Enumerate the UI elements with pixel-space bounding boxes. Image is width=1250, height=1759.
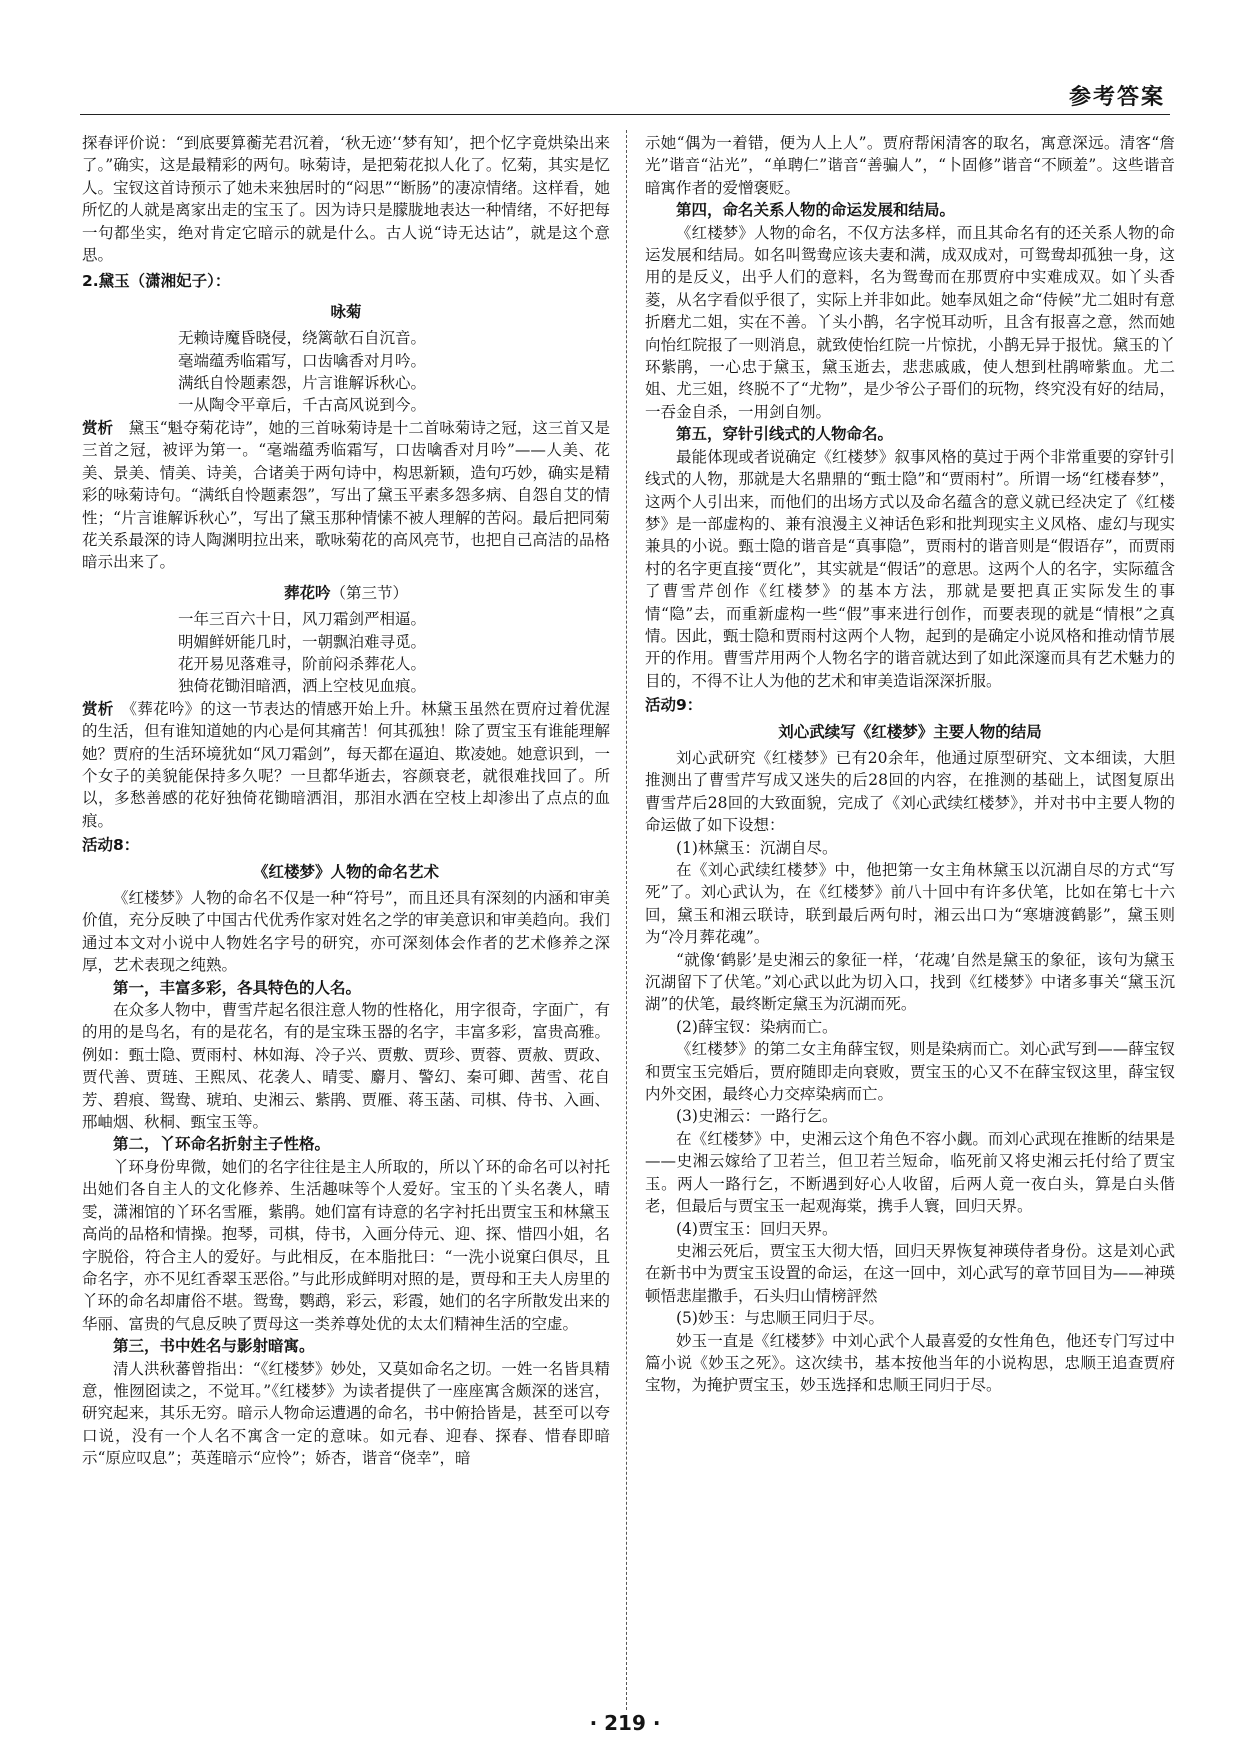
poem-title-yongju: 咏菊 xyxy=(330,301,362,321)
page-number: · 219 · xyxy=(589,1711,661,1735)
activity-8-heading: 活动8： xyxy=(82,836,140,855)
poem-title-note: （第三节） xyxy=(330,583,409,602)
poem-line: 独倚花锄泪暗洒，洒上空枝见血痕。 xyxy=(178,677,427,696)
list-item-paragraph: 在《红楼梦》中，史湘云这个角色不容小觑。而刘心武现在推断的结果是——史湘云嫁给了卫若兰，但卫若兰短命，临死前又将史湘云托付给了贾宝玉。两人一路行乞，不断遇到好心人收留，后两人竟一夜白头，算是白头偕老，但最后与贾宝玉一起观海棠，携手人寰，回归天界。 xyxy=(645,1129,1175,1216)
list-item-paragraph: 妙玉一直是《红楼梦》中刘心武个人最喜爱的女性角色，他还专门写过中篇小说《妙玉之死》。这次续书，基本按他当年的小说构思，忠顺王追查贾府宝物，为掩护贾宝玉，妙玉选择和忠顺王同归于尽。 xyxy=(645,1331,1175,1395)
list-item-heading: (4)贾宝玉：回归天界。 xyxy=(676,1219,838,1238)
poem-line: 一年三百六十日，风刀霜剑严相逼。 xyxy=(178,610,427,629)
article-title: 刘心武续写《红楼梦》主要人物的结局 xyxy=(778,721,1042,741)
continued-paragraph: 示她“偶为一着错，便为人上人”。贾府帮闲清客的取名，寓意深远。清客“詹光”谐音“沾光”，“单聘仁”谐音“善骗人”，“卜固修”谐音“不顾羞”。这些谐音暗寓作者的爱憎褒贬。 xyxy=(645,134,1175,197)
list-item-paragraph: “就像‘鹤影’是史湘云的象征一样，‘花魂’自然是黛玉的象征，该句为黛玉沉湖留下了伏笔。”刘心武以此为切入口，找到《红楼梦》中诸多事关“黛玉沉湖”的伏笔，最终断定黛玉为沉湖而死。 xyxy=(645,950,1175,1014)
section-heading: 第四，命名关系人物的命运发展和结局。 xyxy=(676,201,956,220)
section-paragraph: 丫环身份卑微，她们的名字往往是主人所取的，所以丫环的命名可以衬托出她们各自主人的文化修养、生活趣味等个人爱好。宝玉的丫头名袭人，晴雯，潇湘馆的丫环名雪雁，紫鹃。她们富有诗意的名字衬托出贾宝玉和林黛玉高尚的品格和情操。抱琴，司棋，侍书，入画分侍元、迎、探、惜四小姐，名字脱俗，符合主人的爱好。与此相反，在本脂批曰：“一洗小说窠臼俱尽，且命名字，亦不见红香翠玉恶俗。”与此形成鲜明对照的是，贾母和王夫人房里的丫环的命名却庸俗不堪。鸳鸯，鹦鹉，彩云，彩霞，她们的名字所散发出来的华丽、富贵的气息反映了贾母这一类养尊处优的太太们精神生活的空虚。 xyxy=(82,1157,610,1333)
section-paragraph: 《红楼梦》人物的命名，不仅方法多样，而且其命名有的还关系人物的命运发展和结局。如名叫鸳鸯应该夫妻和满，成双成对，可鸳鸯却孤独一身，这用的是反义，出乎人们的意料，名为鸳鸯而在那贾府中实难成双。如丫头香菱，从名字看似乎很了，实际上并非如此。她奉凤姐之命“侍候”尤二姐时有意折磨尤二姐，实在不善。丫头小鹊，名字悦耳动听，且含有报喜之意，然而她向怡红院报了一则消息，就致使怡红院一片惊扰，小鹊无异于报忧。黛玉的丫环紫鹃，一心忠于黛玉，黛玉逝去，悲悲戚戚，使人想到杜鹃啼紫血。尤二姐、尤三姐，终脱不了“尤物”，是少爷公子哥们的玩物，终究没有好的结局，一吞金自杀，一用剑自刎。 xyxy=(645,223,1175,421)
intro-paragraph: 探春评价说：“到底要算蘅芜君沉着，‘秋无迹’‘梦有知’，把个忆字竟烘染出来了。”确实，这是最精彩的两句。咏菊诗，是把菊花拟人化了。忆菊，其实是忆人。宝钗这首诗预示了她未来独居时的“闷思”“断肠”的凄凉情绪。这样看，她所忆的人就是离家出走的宝玉了。因为诗只是朦胧地表达一种情绪，不好把每一句都坐实，绝对肯定它暗示的就是什么。古人说“诗无达诂”，就是这个意思。 xyxy=(82,134,610,265)
poem-title-zanghua xyxy=(82,582,610,604)
section-heading: 第三，书中姓名与影射暗寓。 xyxy=(113,1337,315,1356)
activity-9-heading: 活动9： xyxy=(645,696,703,715)
article-paragraph: 刘心武研究《红楼梦》已有20余年，他通过原型研究、文本细读，大胆推测出了曹雪芹写成又迷失的后28回的内容，在推测的基础上，试图复原出曹雪芹后28回的大致面貌，完成了《刘心武续红楼梦》，并对书中主要人物的命运做了如下设想： xyxy=(645,748,1175,835)
list-item-heading: (5)妙玉：与忠顺王同归于尽。 xyxy=(676,1309,884,1328)
analysis-text: 《葬花吟》的这一节表达的情感开始上升。林黛玉虽然在贾府过着优渥的生活，但有谁知道她的内心是何其痛苦！何其孤独！除了贾宝玉有谁能理解她？贾府的生活环境犹如“风刀霜剑”，每天都在逼迫、欺凌她。她意识到，一个女子的美貌能保持多久呢？一旦都华逝去，容颜衰老，就很难找回了。所以，多愁善感的花好独倚花锄暗洒泪，那泪水洒在空枝上却渗出了点点的血痕。 xyxy=(82,699,610,830)
poem-line: 毫端蕴秀临霜写，口齿噙香对月吟。 xyxy=(178,351,427,370)
analysis-paragraph xyxy=(82,417,610,574)
list-item-heading: (3)史湘云：一路行乞。 xyxy=(676,1107,838,1126)
poem-title-text: 葬花吟 xyxy=(283,582,331,602)
right-column xyxy=(645,132,1175,1397)
section-paragraph: 最能体现或者说确定《红楼梦》叙事风格的莫过于两个非常重要的穿针引线式的人物，那就是大名鼎鼎的“甄士隐”和“贾雨村”。所谓一场“红楼春梦”，这两个人引出来，而他们的出场方式以及命名蕴含的意义就已经决定了《红楼梦》是一部虚构的、兼有浪漫主义神话色彩和批判现实主义风格、虚幻与现实兼具的小说。甄士隐的谐音是“真事隐”，贾雨村的谐音则是“假语存”，而贾雨村的名字更直接“贾化”，其实就是“假话”的意思。这两个人的名字，实际蕴含了曹雪芹创作《红楼梦》的基本方法，那就是要把真正实际发生的事情“隐”去，而重新虚构一些“假”事来进行创作，而要表现的就是“情根”之真情。因此，甄士隐和贾雨村这两个人物，起到的是确定小说风格和推动情节展开的作用。曹雪芹用两个人物名字的谐音就达到了如此深邃而具有艺术魅力的目的，不得不让人为他的艺术和审美造诣深深折服。 xyxy=(645,447,1175,690)
poem-yongju xyxy=(82,327,610,417)
section-heading: 第一，丰富多彩，各具特色的人名。 xyxy=(113,978,362,997)
poem-line: 花开易见落难寻，阶前闷杀葬花人。 xyxy=(178,654,427,673)
poem-line: 明媚鲜妍能几时，一朝飘泊难寻觅。 xyxy=(178,632,427,651)
poem-zanghua xyxy=(82,608,610,698)
list-item-heading: (2)薛宝钗：染病而亡。 xyxy=(676,1017,838,1036)
item-2-heading: 2.黛玉（潇湘妃子）： xyxy=(82,272,231,291)
list-item-paragraph: 《红楼梦》的第二女主角薛宝钗，则是染病而亡。刘心武写到——薛宝钗和贾宝玉完婚后，贾府随即走向衰败，贾宝玉的心又不在薛宝钗这里，薛宝钗内外交困，最终心力交瘁染病而亡。 xyxy=(645,1040,1175,1104)
list-item-paragraph: 在《刘心武续红楼梦》中，他把第一女主角林黛玉以沉湖自尽的方式“写死”了。刘心武认为，在《红楼梦》前八十回中有许多伏笔，比如在第七十六回，黛玉和湘云联诗，联到最后两句时，湘云出口为“寒塘渡鹤影”，黛玉则为“冷月葬花魂”。 xyxy=(645,861,1175,947)
section-heading: 第五，穿针引线式的人物命名。 xyxy=(676,425,894,444)
header-label: 参考答案 xyxy=(1068,85,1165,110)
analysis-paragraph xyxy=(82,698,610,832)
section-paragraph: 在众多人物中，曹雪芹起名很注意人物的性格化，用字很奇，字面广，有的用的是鸟名，有的是花名，有的是宝珠玉器的名字，丰富多彩，富贵高雅。例如：甄士隐、贾雨村、林如海、冷子兴、贾敷、贾珍、贾蓉、贾赦、贾政、贾代善、贾琏、王熙凤、花袭人、晴雯、麝月、警幻、秦可卿、茜雪、花自芳、碧痕、鸳鸯、琥珀、史湘云、紫鹃、贾雁、蒋玉菡、司棋、侍书、入画、邢岫烟、秋桐、甄宝玉等。 xyxy=(82,1001,610,1132)
section-paragraph: 清人洪秋蕃曾指出：“《红楼梦》妙处，又莫如命名之切。一姓一名皆具精意，惟囫囵读之，不觉耳。”《红楼梦》为读者提供了一座座寓含颇深的迷宫，研究起来，其乐无穷。暗示人物命运遭遇的命名，书中俯拾皆是，甚至可以夸口说，没有一个人名不寓含一定的意味。如元春、迎春、探春、惜春即暗示“原应叹息”；英莲暗示“应怜”；娇杏，谐音“侥幸”，暗 xyxy=(82,1359,610,1468)
appreciation-label: 赏析 xyxy=(82,699,114,718)
section-heading: 第二，丫环命名折射主子性格。 xyxy=(113,1135,331,1154)
poem-line: 满纸自怜题素怨，片言谁解诉秋心。 xyxy=(178,374,427,393)
poem-line: 无赖诗魔昏晓侵，绕篱欹石自沉音。 xyxy=(178,329,427,348)
left-column xyxy=(82,132,610,1470)
poem-line: 一从陶令平章后，千古高风说到今。 xyxy=(178,396,427,415)
list-item-paragraph: 史湘云死后，贾宝玉大彻大悟，回归天界恢复神瑛侍者身份。这是刘心武在新书中为贾宝玉设置的命运，在这一回中，刘心武写的章节回目为——神瑛顿悟悲崖撒手，石头归山情榜評然 xyxy=(645,1241,1175,1305)
analysis-text: 黛玉“魁夺菊花诗”，她的三首咏菊诗是十二首咏菊诗之冠，这三首又是三首之冠，被评为第一。“毫端蕴秀临霜写，口齿噙香对月吟”——人美、花美、景美、情美、诗美，合诸美于两句诗中，构思新颖，造句巧妙，确实是精彩的咏菊诗句。“满纸自怜题素怨”，写出了黛玉平素多怨多病、自怨自艾的情性；“片言谁解诉秋心”，写出了黛玉那种情愫不被人理解的苦闷。最后把同菊花关系最深的诗人陶渊明拉出来，歌咏菊花的高风亮节，也把自己高洁的品格暗示出来了。 xyxy=(82,418,610,572)
article-paragraph: 《红楼梦》人物的命名不仅是一种“符号”，而且还具有深刻的内涵和审美价值，充分反映了中国古代优秀作家对姓名之学的审美意识和审美趋向。我们通过本文对小说中人物姓名字号的研究，亦可深刻体会作者的艺术修养之深厚，艺术表现之纯熟。 xyxy=(82,889,610,975)
list-item-heading: (1)林黛玉：沉湖自尽。 xyxy=(676,838,838,857)
column-divider xyxy=(626,130,627,1710)
appreciation-label: 赏析 xyxy=(82,418,114,437)
header-divider xyxy=(80,114,1170,115)
article-title: 《红楼梦》人物的命名艺术 xyxy=(252,861,439,881)
